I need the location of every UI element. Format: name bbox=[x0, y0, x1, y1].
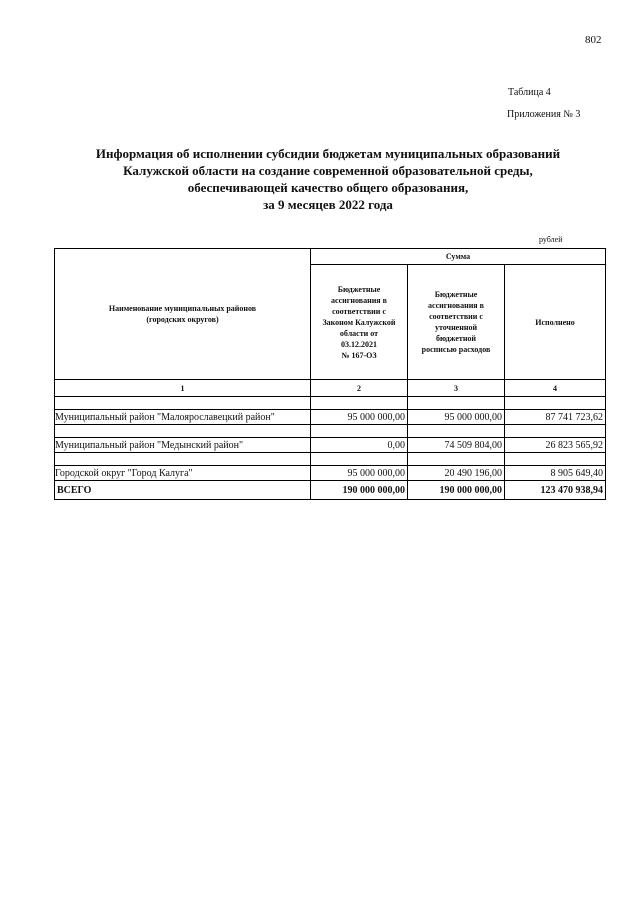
row-law-amount: 0,00 bbox=[311, 438, 408, 453]
table-row bbox=[55, 410, 606, 425]
row-refined-amount: 95 000 000,00 bbox=[408, 410, 505, 425]
table-label: Таблица 4 bbox=[508, 87, 551, 98]
header-refined-line-6: росписью расходов bbox=[421, 345, 491, 354]
row-executed-amount: 87 741 723,62 bbox=[505, 410, 606, 425]
row-municipality: Муниципальный район "Малоярославецкий район" bbox=[55, 410, 311, 425]
total-refined-amount: 190 000 000,00 bbox=[408, 481, 505, 500]
subsidy-table bbox=[54, 248, 606, 500]
header-law-line-1: Бюджетные bbox=[337, 284, 381, 294]
header-municipality bbox=[55, 249, 311, 380]
header-municipality-line-2: (городских округов) bbox=[146, 315, 219, 324]
page-number: 802 bbox=[585, 34, 602, 46]
row-municipality: Муниципальный район "Медынский район" bbox=[55, 438, 311, 453]
header-law-line-5: области от bbox=[339, 328, 379, 338]
row-executed-amount: 26 823 565,92 bbox=[505, 438, 606, 453]
header-refined-line-1: Бюджетные bbox=[434, 290, 478, 299]
table-row bbox=[55, 466, 606, 481]
title-line-2: Калужской области на создание современной образовательной среды, bbox=[123, 163, 533, 178]
header-law-line-7: № 167-ОЗ bbox=[341, 350, 377, 360]
row-law-amount: 95 000 000,00 bbox=[311, 410, 408, 425]
header-refined-line-3: соответствии с bbox=[429, 312, 483, 321]
header-law-allocations bbox=[311, 265, 408, 380]
total-row bbox=[55, 481, 606, 500]
table-row bbox=[55, 438, 606, 453]
column-number-3: 3 bbox=[408, 380, 505, 397]
header-refined-line-2: ассигнования в bbox=[428, 301, 484, 310]
header-refined-allocations bbox=[408, 265, 505, 380]
total-label: ВСЕГО bbox=[55, 481, 311, 500]
header-sum: Сумма bbox=[311, 249, 606, 265]
row-refined-amount: 20 490 196,00 bbox=[408, 466, 505, 481]
column-number-2: 2 bbox=[311, 380, 408, 397]
row-municipality: Городской округ "Город Калуга" bbox=[55, 466, 311, 481]
title-line-1: Информация об исполнении субсидии бюджетам муниципальных образований bbox=[95, 146, 561, 161]
header-refined-line-4: уточненной bbox=[434, 323, 478, 332]
column-number-1: 1 bbox=[55, 380, 311, 397]
row-law-amount: 95 000 000,00 bbox=[311, 466, 408, 481]
appendix-label: Приложения № 3 bbox=[507, 109, 581, 120]
header-executed: Исполнено bbox=[505, 265, 606, 380]
header-refined-line-5: бюджетной bbox=[435, 334, 477, 343]
header-municipality-line-1: Наименование муниципальных районов bbox=[108, 304, 257, 313]
total-law-amount: 190 000 000,00 bbox=[311, 481, 408, 500]
total-executed-amount: 123 470 938,94 bbox=[505, 481, 606, 500]
row-refined-amount: 74 509 804,00 bbox=[408, 438, 505, 453]
header-law-line-6: 03.12.2021 bbox=[341, 339, 377, 349]
header-law-line-3: соответствии с bbox=[332, 306, 386, 316]
units-label: рублей bbox=[539, 235, 563, 244]
column-number-4: 4 bbox=[505, 380, 606, 397]
title-line-4: за 9 месяцев 2022 года bbox=[263, 197, 393, 212]
row-executed-amount: 8 905 649,40 bbox=[505, 466, 606, 481]
header-law-line-2: ассигнования в bbox=[331, 295, 387, 305]
document-title bbox=[40, 145, 616, 213]
title-line-3: обеспечивающей качество общего образования, bbox=[187, 180, 469, 195]
header-law-line-4: Законом Калужской bbox=[322, 317, 396, 327]
